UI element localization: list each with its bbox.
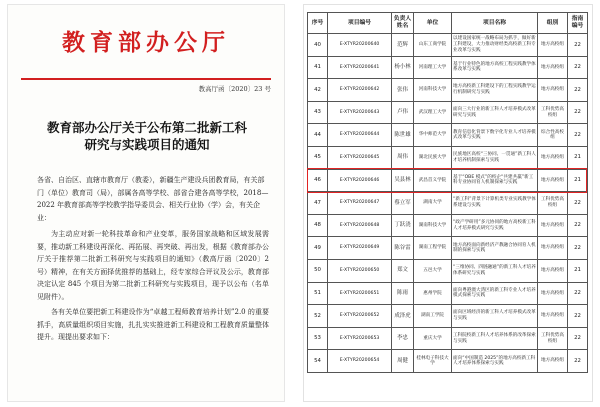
table-row [308,237,588,260]
table-cell-unit: 桂林电子科技大学 [414,350,452,373]
table-header-row [308,13,588,34]
table-cell-leader: 陈谷雷 [392,237,414,260]
table-cell-leader: 范辉 [392,34,414,57]
table-cell-unit: 武汉理工大学 [414,101,452,124]
table-cell-unit: 湖南工程学院 [414,237,452,260]
table-cell-name: 基于“OBE 模式”的校企“共建共赢”新工科专业协同育人机制探索与实践 [452,169,538,192]
table-cell-leader: 周健 [392,350,414,373]
table-cell-name: 面向区域经济的新工科人才培养模式改革与实践 [452,305,538,328]
table-cell-guide: 22 [568,34,588,57]
table-cell-guide: 21 [568,259,588,282]
table-row [308,192,588,215]
column-header: 项目名称 [452,13,538,34]
column-header: 单位 [414,13,452,34]
table-cell-group: 综合性高校组 [538,124,568,147]
table-cell-seq: 49 [308,237,328,260]
body-paragraph: 各有关单位要把新工科建设作为“卓越工程师教育培养计划”2.0 的重要抓手，高质量组织项目实施，扎扎实实推进新工科建设和工程教育质量整体提升。现提出要求如下： [37,308,269,341]
table-cell-group: 地方高校组 [538,237,568,260]
table-cell-unit: 山东工商学院 [414,34,452,57]
table-cell-code: E-XTYR20200644 [328,124,392,147]
project-table [307,12,588,373]
table-cell-name: 以建设国家统一战略布局为抓手，做好新工科建设，大力推动财经类高校新工科专业改革与实践 [452,34,538,57]
table-row [308,305,588,328]
notice-title [31,119,263,153]
table-cell-unit: 河南科技大学 [414,79,452,102]
table-cell-name: 基于行业特色的地方高校工程实践教学体系改革与实践 [452,56,538,79]
table-cell-group: 地方高校组 [538,282,568,305]
table-cell-seq: 44 [308,124,328,147]
table-cell-group: 地方高校组 [538,305,568,328]
table-cell-code: E-XTYR20200654 [328,350,392,373]
table-cell-guide: 22 [568,305,588,328]
notice-title-line: 教育部办公厅关于公布第二批新工科 [46,120,247,135]
table-cell-guide: 22 [568,214,588,237]
table-cell-seq: 54 [308,350,328,373]
table-cell-unit: 湖南大学 [414,192,452,215]
column-header: 序号 [308,13,328,34]
table-cell-seq: 51 [308,282,328,305]
document-number: 教高厅函〔2020〕23 号 [198,85,271,93]
body-paragraph: 为主动应对新一轮科技革命和产业变革，服务国家战略和区域发展需要，推动新工科建设再深化、再拓展、再突破、再出发，根据《教育部办公厅关于推荐第二批新工科研究与实践项目的通知》（教高厅函〔2020〕2 号）精神，在有关方面择优推荐的基础上，经专家综合评议及公示，教育部决定认定 845 个项目为第二批新工科研究与实践项目，现予以公布（名单见附件）。 [37,230,269,301]
table-cell-unit: 湖南科技大学 [414,214,452,237]
table-cell-seq: 53 [308,327,328,350]
table-cell-guide: 22 [568,282,588,305]
table-row [308,169,588,192]
table-cell-leader: 丁跃浇 [392,214,414,237]
table-cell-code: E-XTYR20200652 [328,305,392,328]
table-cell-guide: 21 [568,146,588,169]
table-cell-code: E-XTYR20200643 [328,101,392,124]
table-cell-seq: 45 [308,146,328,169]
table-cell-group: 地方高校组 [538,79,568,102]
notice-addressees [37,174,269,224]
table-cell-code: E-XTYR20200642 [328,79,392,102]
table-cell-name: 地方高校面向新经济产教融合协同育人机制的探索与实践 [452,237,538,260]
table-cell-leader: 卢伟 [392,101,414,124]
issuing-organization: 教育部办公厅 [62,29,230,56]
table-cell-group: 地方高校组 [538,56,568,79]
table-cell-name: “新工科”背景下计算机类专业实践教学体系建设与实践 [452,192,538,215]
table-cell-seq: 40 [308,34,328,57]
table-cell-guide: 22 [568,56,588,79]
table-cell-seq: 46 [308,169,328,192]
table-cell-name: 工科院校新工科人才培养体系的改革探索与实践 [452,327,538,350]
table-cell-code: E-XTYR20200645 [328,146,392,169]
table-cell-code: E-XTYR20200650 [328,259,392,282]
table-cell-guide: 22 [568,101,588,124]
table-cell-group: 工科优势高校组 [538,192,568,215]
notice-title-line: 研究与实践项目的通知 [84,137,210,152]
table-cell-leader: 李忠 [392,327,414,350]
table-cell-leader: 陈雨 [392,282,414,305]
table-cell-name: “三维协同、四链融通”的新工科人才培养体系研究与实践 [452,259,538,282]
table-cell-code: E-XTYR20200649 [328,237,392,260]
table-cell-group: 地方高校组 [538,259,568,282]
table-cell-leader: 蔡立军 [392,192,414,215]
table-cell-code: E-XTYR20200646 [328,169,392,192]
column-header: 组别 [538,13,568,34]
table-cell-unit: 华中师范大学 [414,124,452,147]
table-row [308,124,588,147]
table-cell-code: E-XTYR20200647 [328,192,392,215]
table-cell-unit: 武昌首义学院 [414,169,452,192]
table-cell-seq: 42 [308,79,328,102]
table-cell-seq: 52 [308,305,328,328]
table-cell-code: E-XTYR20200641 [328,56,392,79]
table-row [308,79,588,102]
table-row [308,327,588,350]
table-cell-guide: 22 [568,350,588,373]
addressee-line: 各省、自治区、直辖市教育厅（教委），新疆生产建设兵团教育局，有关部门（单位）教育司（局），部属各高等学校、部省合建各高等学校，2018—2022 年教育部高等学校教学指导委员会、相关行业协（学）会，有关企业： [37,176,269,222]
column-header: 项目编号 [328,13,392,34]
table-cell-name: 面向“中国制造 2025”的地方高校新工科人才培养体系探索与实践 [452,350,538,373]
table-cell-leader: 杨小林 [392,56,414,79]
table-cell-group: 地方高校组 [538,350,568,373]
table-cell-leader: 成泽虎 [392,305,414,328]
table-row [308,34,588,57]
table-cell-code: E-XTYR20200640 [328,34,392,57]
table-cell-seq: 48 [308,214,328,237]
table-cell-leader: 陈世雄 [392,124,414,147]
table-cell-group: 地方高校组 [538,146,568,169]
table-cell-name: 民族地区高校“三协同、一贯通”新工科人才培养机制探索与实践 [452,146,538,169]
table-cell-unit: 重庆大学 [414,327,452,350]
table-cell-guide: 22 [568,327,588,350]
column-header: 负责人姓名 [392,13,414,34]
table-cell-guide: 21 [568,169,588,192]
table-row [308,146,588,169]
table-cell-code: E-XTYR20200648 [328,214,392,237]
table-cell-code: E-XTYR20200651 [328,282,392,305]
table-cell-name: “政产学研用”多元协同的地方高校新工科人才培养模式研究与实践 [452,214,538,237]
notice-page [7,4,285,402]
column-header: 指南编号 [568,13,588,34]
table-cell-group: 地方高校组 [538,169,568,192]
table-cell-unit: 惠州学院 [414,282,452,305]
notice-body [37,228,269,347]
table-cell-leader: 吴县林 [392,169,414,192]
table-row [308,282,588,305]
table-row [308,259,588,282]
table-cell-guide: 22 [568,124,588,147]
table-cell-group: 工科优势高校组 [538,327,568,350]
table-row [308,214,588,237]
table-cell-name: 面向三大行业的新工科人才培养模式改革研究与实践 [452,101,538,124]
table-cell-guide: 22 [568,192,588,215]
table-cell-unit: 湖北民族大学 [414,146,452,169]
table-cell-seq: 50 [308,259,328,282]
table-row [308,350,588,373]
table-cell-unit: 五邑大学 [414,259,452,282]
table-cell-guide: 22 [568,237,588,260]
table-cell-name: 教育信息化背景下数字化专业人才培养模式改革与实践 [452,124,538,147]
table-row [308,101,588,124]
table-cell-leader: 张伟 [392,79,414,102]
project-list-page [303,4,593,402]
table-cell-unit: 河南理工大学 [414,56,452,79]
table-cell-leader: 郑文 [392,259,414,282]
table-cell-group: 工科优势高校组 [538,101,568,124]
table-cell-seq: 41 [308,56,328,79]
table-cell-seq: 43 [308,101,328,124]
table-cell-code: E-XTYR20200653 [328,327,392,350]
table-cell-unit: 湖南工学院 [414,305,452,328]
table-cell-name: 地方高校新工科建设下的工程实践教学运行机制研究与实践 [452,79,538,102]
table-cell-group: 地方高校组 [538,34,568,57]
table-cell-guide: 22 [568,79,588,102]
table-cell-leader: 周伟 [392,146,414,169]
table-cell-group: 地方高校组 [538,214,568,237]
table-cell-name: 面向粤港澳大湾区的新工科专业人才培养模式探索与实践 [452,282,538,305]
table-row [308,56,588,79]
table-cell-seq: 47 [308,192,328,215]
red-divider-line [21,78,271,80]
